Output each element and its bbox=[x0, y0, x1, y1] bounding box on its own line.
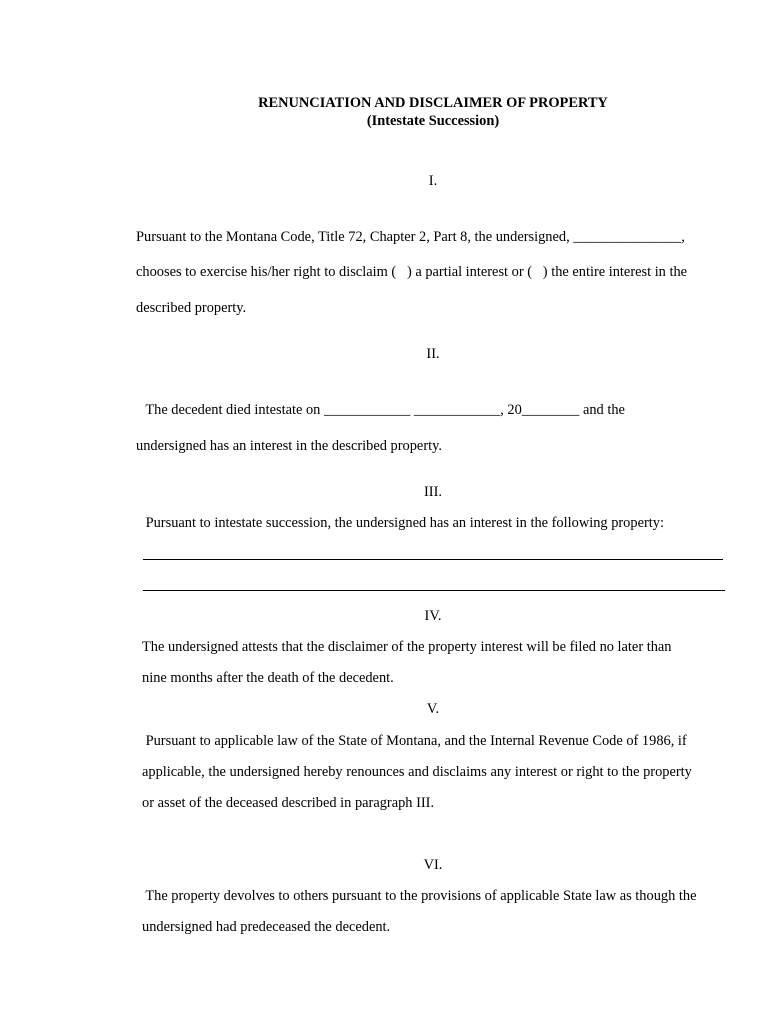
section-2-line-1: The decedent died intestate on ____________ ____________, 20________ and the bbox=[142, 402, 625, 418]
section-4-line-2: nine months after the death of the decedent. bbox=[142, 670, 394, 686]
section-numeral-5: V. bbox=[426, 701, 440, 717]
section-6-line-2: undersigned had predeceased the decedent. bbox=[142, 919, 391, 935]
section-3-line-1: Pursuant to intestate succession, the undersigned has an interest in the following property: bbox=[142, 515, 664, 531]
section-numeral-3: III. bbox=[424, 484, 442, 500]
blank-line-1 bbox=[143, 559, 723, 560]
section-1-line-2: chooses to exercise his/her right to disclaim ( ) a partial interest or ( ) the entire interest in the bbox=[136, 264, 688, 280]
section-5-line-2: applicable, the undersigned hereby renounces and disclaims any interest or right to the property bbox=[142, 764, 692, 780]
document-subtitle: (Intestate Succession) bbox=[366, 113, 500, 129]
section-2-line-2: undersigned has an interest in the described property. bbox=[136, 438, 442, 454]
section-numeral-6: VI. bbox=[423, 857, 443, 873]
blank-line-2 bbox=[143, 590, 725, 591]
section-numeral-2: II. bbox=[426, 346, 440, 362]
section-1-line-1: Pursuant to the Montana Code, Title 72, Chapter 2, Part 8, the undersigned, _______________, bbox=[136, 229, 685, 245]
section-4-line-1: The undersigned attests that the disclaimer of the property interest will be filed no later than bbox=[142, 639, 672, 655]
section-1-line-3: described property. bbox=[136, 300, 247, 316]
section-5-line-1: Pursuant to applicable law of the State of Montana, and the Internal Revenue Code of 1986, if bbox=[142, 733, 687, 749]
section-5-line-3: or asset of the deceased described in paragraph III. bbox=[142, 795, 435, 811]
section-numeral-1: I. bbox=[428, 173, 438, 189]
document-title: RENUNCIATION AND DISCLAIMER OF PROPERTY bbox=[258, 95, 608, 111]
section-6-line-1: The property devolves to others pursuant to the provisions of applicable State law as though the bbox=[142, 888, 697, 904]
section-numeral-4: IV. bbox=[424, 608, 442, 624]
